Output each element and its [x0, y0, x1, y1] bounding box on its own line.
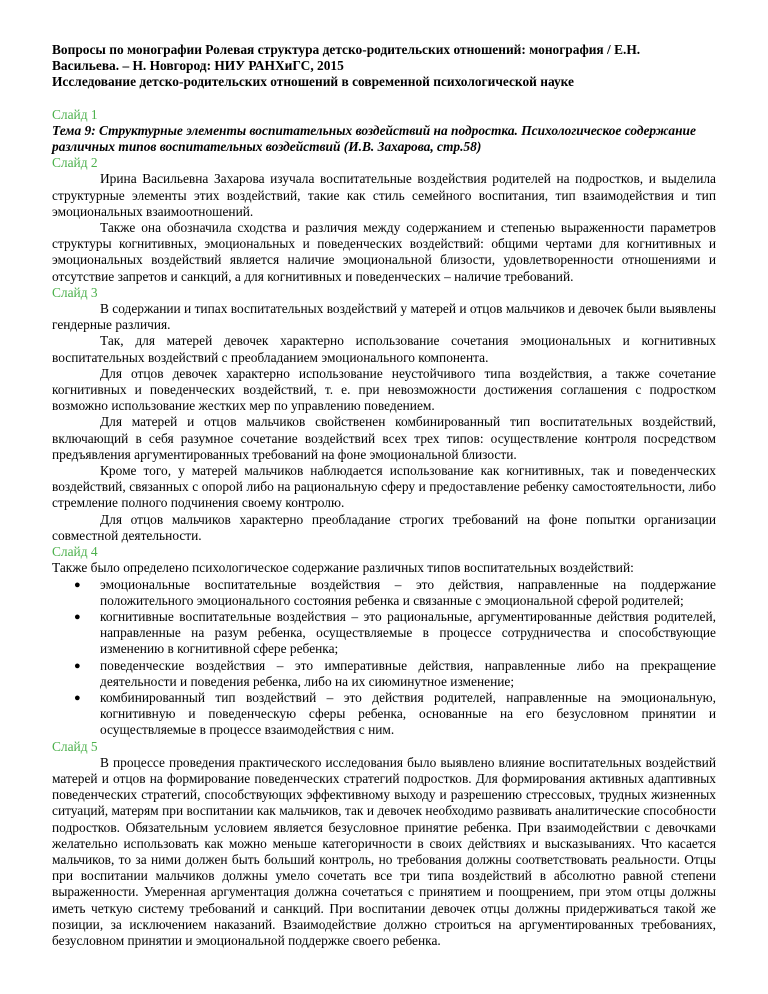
slide3-paragraph-6: Для отцов мальчиков характерно преобладание строгих требований на фоне попытки организации совместной деятельности. [52, 511, 716, 543]
slide3-paragraph-5: Кроме того, у матерей мальчиков наблюдается использование как когнитивных, так и поведенческих воздействий, связанных с опорой либо на рациональную сферу и предоставление ребенку самостоятельности, либо стремление полного подчинения своему контролю. [52, 463, 716, 511]
slide3-paragraph-4: Для матерей и отцов мальчиков свойственен комбинированный тип воспитательных воздействий, включающий в себя разумное сочетание воздействий всех трех типов: осуществление контроля посредством предъявления аргументированных требований на фоне эмоциональной близости. [52, 414, 716, 462]
slide3-paragraph-3: Для отцов девочек характерно использование неустойчивого типа воздействия, а также сочетание когнитивных и поведенческих воздействий, т. е. при невозможности достижения соглашения с подростком возможно использование жестких мер по управлению поведением. [52, 365, 716, 414]
slide-label-2: Слайд 2 [52, 155, 98, 171]
bullet-icon: ● [74, 659, 81, 672]
list-item-text: эмоциональные воспитательные воздействия – это действия, направленные на поддержание положительного эмоционального состояния ребенка и связанные с эмоциональной сферой родителей; [100, 576, 716, 608]
bullet-icon: ● [74, 578, 81, 591]
slide4-intro: Также было определено психологическое содержание различных типов воспитательных воздействий: [52, 560, 634, 576]
document-header [52, 42, 716, 91]
list-item-text: поведенческие воздействия – это императивные действия, направленные либо на прекращение деятельности и поведения ребенка, либо на их сиюминутное изменение; [100, 657, 716, 689]
slide-label-1: Слайд 1 [52, 106, 98, 122]
header-line-2: Васильева. – Н. Новгород: НИУ РАНХиГС, 2015 [52, 58, 344, 74]
slide2-paragraph-1: Ирина Васильевна Захарова изучала воспитательные воздействия родителей на подростков, и выделила структурные элементы этих воздействий, такие как стиль семейного воспитания, тип взаимодействия и тип эмоциональных взаимоотношений. [52, 171, 716, 219]
topic-title: Тема 9: Структурные элементы воспитательных воздействий на подростка. Психологическое содержание различных типов воспитательных воздействий (И.В. Захарова, стр.58) [52, 122, 696, 155]
slide-label-3: Слайд 3 [52, 284, 98, 300]
slide3-paragraph-1: В содержании и типах воспитательных воздействий у матерей и отцов мальчиков и девочек были выявлены гендерные различия. [52, 301, 716, 333]
slide-label-5: Слайд 5 [52, 738, 98, 754]
slide5-paragraph-1: В процессе проведения практического исследования было выявлено влияние воспитательных воздействий матерей и отцов на формирование поведенческих стратегий подростков. Для формирования активных адаптивных поведенческих стратегий, способствующих эффективному выходу и разрешению стрессовых, трудных жизненных ситуаций, матерям при воспитании как мальчиков, так и девочек необходимо развивать аналитические способности подростков. Обязательным условием является безусловное принятие ребенка. При взаимодействии с девочками желательно использовать как можно меньше категоричности в своих действиях и высказываниях. Что касается мальчиков, то за ними должен быть больший контроль, но требования должны соответствовать реальности. Отцы при воспитании мальчиков должны умело сочетать все три типа воздействий в абсолютно равной степени выраженности. Умеренная аргументация должна сочетаться с принятием и поощрением, при этом отцы должны иметь четкую систему требований и санкций. При воспитании девочек отцы должны придерживаться такой же позиции, за исключением наказаний. Взаимодействие должно строиться на аргументированных требованиях, безусловном принятии и эмоциональной поддержке своего ребенка. [52, 754, 716, 948]
list-item-text: когнитивные воспитательные воздействия – это рациональные, аргументированные действия родителей, направленные на разум ребенка, осуществляемые в процессе сотрудничества и способствующие изменению в когнитивной сфере ребенка; [100, 608, 716, 657]
list-item [74, 608, 716, 658]
list-item [74, 657, 716, 690]
slide3-paragraph-2: Так, для матерей девочек характерно использование сочетания эмоциональных и когнитивных воспитательных воздействий с преобладанием эмоционального компонента. [52, 333, 716, 365]
bullet-icon: ● [74, 610, 81, 623]
list-item [74, 689, 716, 739]
list-item-text: комбинированный тип воздействий – это действия родителей, направленные на эмоциональную, когнитивную и поведенческую сферы ребенка, основанные на его безусловном принятии и осуществляемые в процессе взаимодействия с ним. [100, 689, 716, 738]
types-list [52, 577, 716, 739]
bullet-icon: ● [74, 691, 81, 704]
slide2-paragraph-2: Также она обозначила сходства и различия между содержанием и степенью выраженности параметров структуры когнитивных, эмоциональных и поведенческих воздействий: общими чертами для когнитивных и эмоциональных воздействий является наличие эмоциональной близости, удовлетворенности отношениями и отсутствие запретов и санкций, а для когнитивных и поведенческих – наличие требований. [52, 220, 716, 284]
spacer [52, 91, 716, 107]
slide-label-4: Слайд 4 [52, 544, 98, 560]
list-item [74, 576, 716, 609]
header-line-1: Вопросы по монографии Ролевая структура детско-родительских отношений: монография / Е.Н. [52, 42, 641, 57]
header-line-3: Исследование детско-родительских отношений в современной психологической науке [52, 74, 574, 90]
